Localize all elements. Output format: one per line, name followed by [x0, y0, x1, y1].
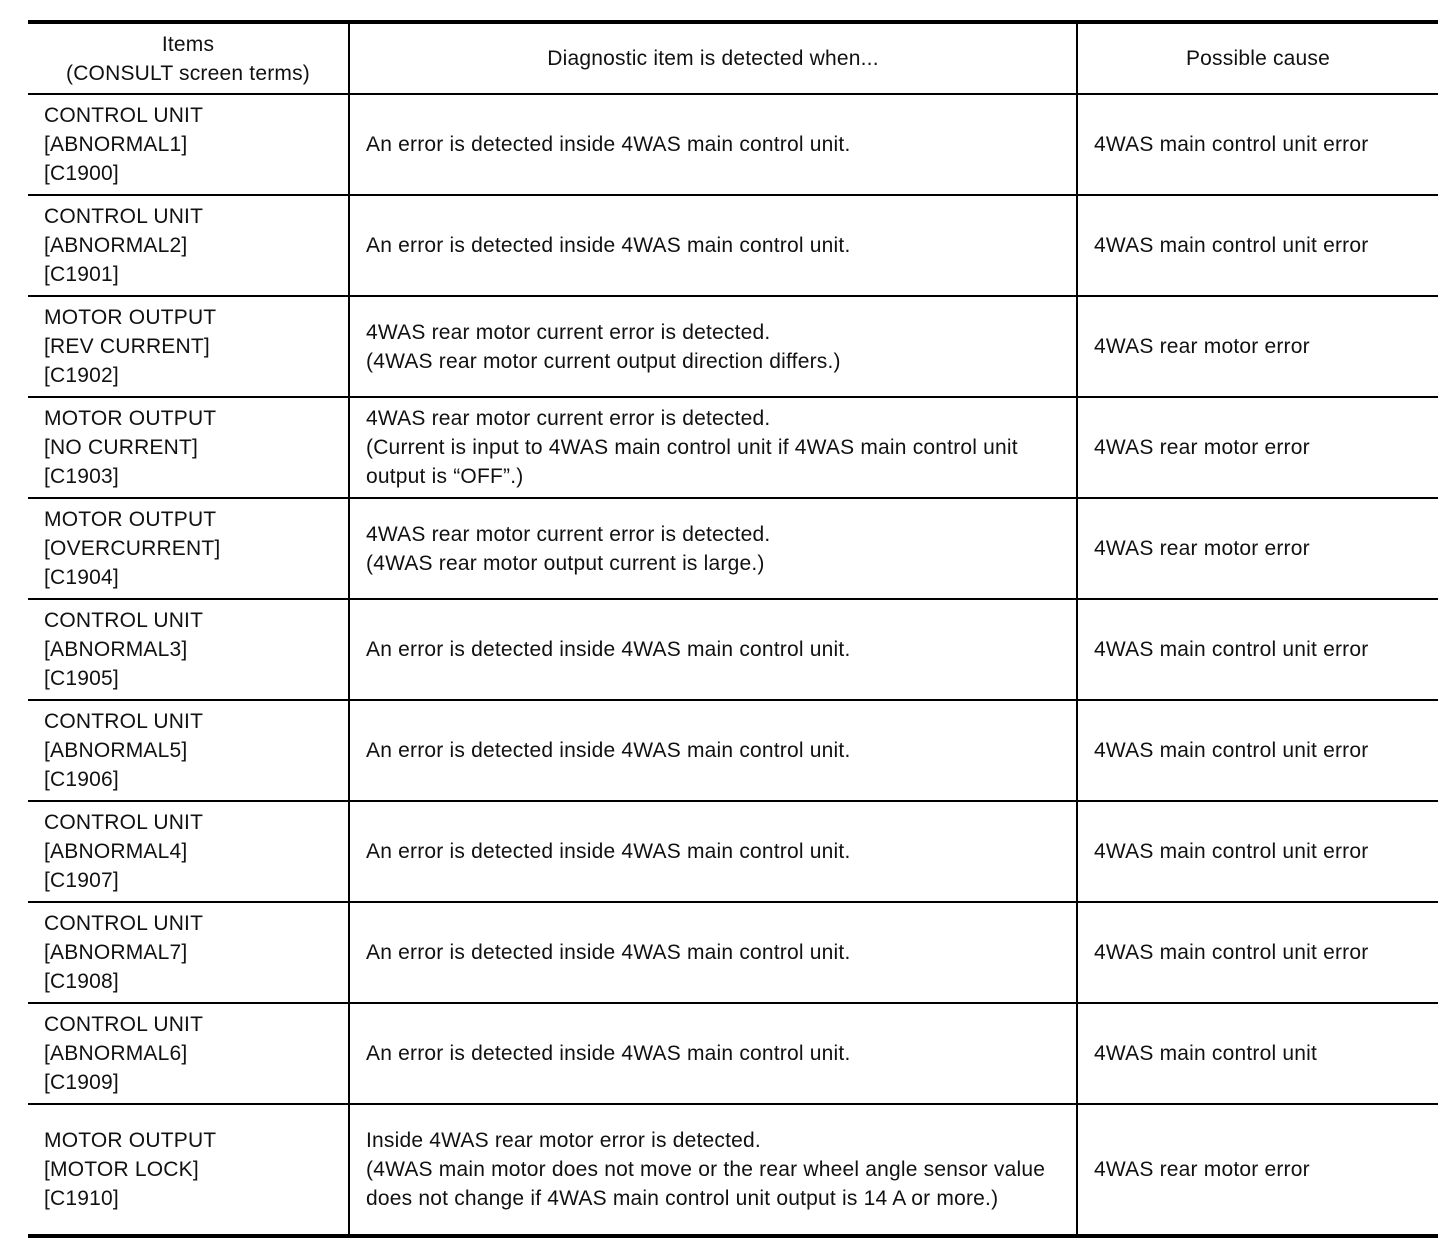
detect-line: An error is detected inside 4WAS main control unit.: [366, 133, 851, 156]
item-name: CONTROL UNIT: [44, 811, 204, 834]
detect-line: An error is detected inside 4WAS main control unit.: [366, 234, 851, 257]
item-status: [ABNORMAL2]: [44, 234, 188, 257]
item-status: [ABNORMAL7]: [44, 941, 188, 964]
table-row: [28, 195, 1438, 296]
item-status: [NO CURRENT]: [44, 436, 199, 459]
item-status: [ABNORMAL1]: [44, 133, 188, 156]
item-name: MOTOR OUTPUT: [44, 508, 217, 531]
detect-line: An error is detected inside 4WAS main control unit.: [366, 638, 851, 661]
detect-line: An error is detected inside 4WAS main control unit.: [366, 941, 851, 964]
cause-cell: 4WAS rear motor error: [1077, 1104, 1438, 1236]
cause-cell: 4WAS main control unit error: [1077, 94, 1438, 195]
item-name: CONTROL UNIT: [44, 104, 204, 127]
item-status: [ABNORMAL6]: [44, 1042, 188, 1065]
item-status: [ABNORMAL5]: [44, 739, 188, 762]
cause-cell: 4WAS main control unit error: [1077, 801, 1438, 902]
detect-line: 4WAS rear motor current error is detected.: [366, 320, 771, 344]
detect-line: 4WAS rear motor current error is detected.: [366, 407, 771, 430]
detect-cell: [349, 1104, 1077, 1236]
item-code: [C1903]: [44, 465, 119, 488]
detect-line: An error is detected inside 4WAS main control unit.: [366, 1042, 851, 1065]
item-cell: [28, 397, 349, 498]
diagnostic-table: [28, 20, 1438, 1238]
item-code: [C1904]: [44, 566, 119, 589]
detect-line: (4WAS rear motor output current is large.): [366, 551, 765, 575]
item-code: [C1910]: [44, 1187, 119, 1210]
header-items: [28, 22, 349, 94]
item-cell: [28, 1003, 349, 1104]
detect-line: (4WAS main motor does not move or the rear wheel angle sensor value does not change if 4WAS main control unit output is 14 A or more.): [366, 1158, 1046, 1210]
table-row: [28, 599, 1438, 700]
cause-cell: 4WAS main control unit error: [1077, 700, 1438, 801]
table-row: [28, 902, 1438, 1003]
table-row: [28, 700, 1438, 801]
header-items-title: Items: [161, 32, 215, 56]
detect-line: An error is detected inside 4WAS main control unit.: [366, 840, 851, 863]
cause-cell: 4WAS rear motor error: [1077, 296, 1438, 397]
item-cell: [28, 700, 349, 801]
item-cell: [28, 94, 349, 195]
item-name: CONTROL UNIT: [44, 205, 204, 228]
detect-cell: [349, 397, 1077, 498]
item-status: [MOTOR LOCK]: [44, 1158, 199, 1181]
detect-cell: [349, 94, 1077, 195]
detect-cell: [349, 296, 1077, 397]
cause-cell: 4WAS main control unit: [1077, 1003, 1438, 1104]
item-code: [C1906]: [44, 768, 119, 791]
table-header: [28, 22, 1438, 94]
item-status: [OVERCURRENT]: [44, 537, 221, 560]
detect-cell: [349, 801, 1077, 902]
item-cell: [28, 902, 349, 1003]
table-row: [28, 397, 1438, 498]
cause-cell: 4WAS rear motor error: [1077, 498, 1438, 599]
cause-cell: 4WAS main control unit error: [1077, 195, 1438, 296]
item-cell: [28, 195, 349, 296]
detect-cell: [349, 1003, 1077, 1104]
table-row: [28, 1104, 1438, 1236]
item-name: CONTROL UNIT: [44, 912, 204, 935]
cause-cell: 4WAS main control unit error: [1077, 599, 1438, 700]
header-items-subtitle: (CONSULT screen terms): [66, 61, 310, 85]
item-name: MOTOR OUTPUT: [44, 1129, 217, 1152]
item-code: [C1902]: [44, 364, 119, 387]
item-cell: [28, 801, 349, 902]
item-cell: [28, 498, 349, 599]
item-code: [C1908]: [44, 970, 119, 993]
item-status: [REV CURRENT]: [44, 335, 210, 358]
detect-cell: [349, 599, 1077, 700]
item-name: MOTOR OUTPUT: [44, 407, 217, 430]
table-row: [28, 498, 1438, 599]
item-code: [C1909]: [44, 1071, 119, 1094]
item-code: [C1900]: [44, 162, 119, 185]
item-cell: [28, 599, 349, 700]
detect-line: (4WAS rear motor current output direction differs.): [366, 349, 841, 373]
item-cell: [28, 1104, 349, 1236]
table-row: [28, 94, 1438, 195]
header-row: [28, 22, 1438, 94]
header-cause: Possible cause: [1077, 22, 1438, 94]
table-row: [28, 1003, 1438, 1104]
item-code: [C1905]: [44, 667, 119, 690]
item-cell: [28, 296, 349, 397]
table-body: [28, 94, 1438, 1236]
item-name: CONTROL UNIT: [44, 710, 204, 733]
detect-line: An error is detected inside 4WAS main control unit.: [366, 739, 851, 762]
detect-cell: [349, 700, 1077, 801]
detect-cell: [349, 498, 1077, 599]
item-name: CONTROL UNIT: [44, 609, 204, 632]
cause-cell: 4WAS rear motor error: [1077, 397, 1438, 498]
cause-cell: 4WAS main control unit error: [1077, 902, 1438, 1003]
item-code: [C1901]: [44, 263, 119, 286]
item-name: MOTOR OUTPUT: [44, 306, 217, 329]
detect-cell: [349, 195, 1077, 296]
item-code: [C1907]: [44, 869, 119, 892]
item-status: [ABNORMAL3]: [44, 638, 188, 661]
detect-line: (Current is input to 4WAS main control unit if 4WAS main control unit output is “OFF”.): [366, 436, 1018, 488]
header-detected: Diagnostic item is detected when...: [349, 22, 1077, 94]
detect-line: Inside 4WAS rear motor error is detected.: [366, 1129, 761, 1152]
detect-cell: [349, 902, 1077, 1003]
item-name: CONTROL UNIT: [44, 1013, 204, 1036]
table-row: [28, 801, 1438, 902]
item-status: [ABNORMAL4]: [44, 840, 188, 863]
detect-line: 4WAS rear motor current error is detected.: [366, 522, 771, 546]
table-row: [28, 296, 1438, 397]
